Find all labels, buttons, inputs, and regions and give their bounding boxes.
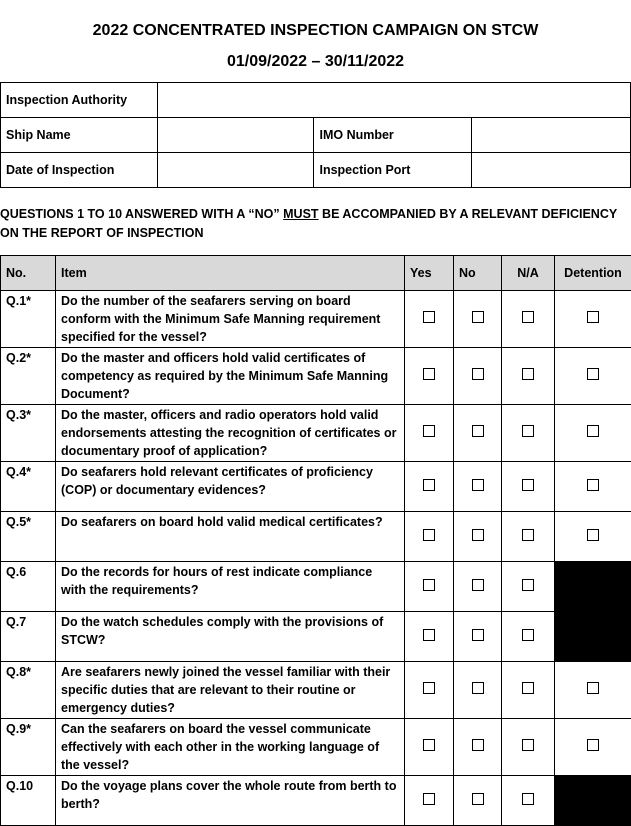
question-number: Q.5*: [1, 512, 56, 562]
no-checkbox[interactable]: [472, 368, 484, 380]
inspection-authority-field[interactable]: [157, 83, 630, 118]
question-row: [1, 662, 631, 719]
question-row: [1, 562, 631, 612]
detention-checkbox[interactable]: [587, 479, 599, 491]
question-number: Q.10: [1, 776, 56, 826]
na-cell: [502, 512, 555, 562]
question-text: Do the records for hours of rest indicate compliance with the requirements?: [56, 562, 405, 612]
na-cell: [502, 291, 555, 348]
question-number: Q.7: [1, 612, 56, 662]
na-cell: [502, 612, 555, 662]
question-text: Do the voyage plans cover the whole route from berth to berth?: [56, 776, 405, 826]
column-header-yes: Yes: [405, 256, 454, 291]
na-cell: [502, 719, 555, 776]
detention-cell: [555, 462, 631, 512]
no-cell: [454, 776, 502, 826]
na-checkbox[interactable]: [522, 368, 534, 380]
yes-cell: [405, 348, 454, 405]
no-cell: [454, 512, 502, 562]
question-text: Can the seafarers on board the vessel communicate effectively with each other in the working language of the vessel?: [56, 719, 405, 776]
question-number: Q.6: [1, 562, 56, 612]
detention-checkbox[interactable]: [587, 368, 599, 380]
yes-cell: [405, 562, 454, 612]
na-checkbox[interactable]: [522, 425, 534, 437]
inspection-port-field[interactable]: [472, 153, 631, 188]
column-header-item: Item: [56, 256, 405, 291]
question-text: Are seafarers newly joined the vessel familiar with their specific duties that are relevant to their routine or emergency duties?: [56, 662, 405, 719]
na-checkbox[interactable]: [522, 629, 534, 641]
note-text-1: QUESTIONS 1 TO 10 ANSWERED WITH A “NO”: [0, 207, 283, 221]
no-checkbox[interactable]: [472, 311, 484, 323]
no-checkbox[interactable]: [472, 529, 484, 541]
no-checkbox[interactable]: [472, 579, 484, 591]
note-text-2: BE ACCOMPANIED BY A RELEVANT DEFICIENCY ON THE REPORT OF INSPECTION: [0, 207, 617, 240]
detention-checkbox[interactable]: [587, 739, 599, 751]
yes-checkbox[interactable]: [423, 682, 435, 694]
na-checkbox[interactable]: [522, 682, 534, 694]
no-checkbox[interactable]: [472, 793, 484, 805]
yes-checkbox[interactable]: [423, 529, 435, 541]
yes-cell: [405, 462, 454, 512]
no-cell: [454, 348, 502, 405]
question-number: Q.2*: [1, 348, 56, 405]
na-checkbox[interactable]: [522, 793, 534, 805]
yes-checkbox[interactable]: [423, 739, 435, 751]
question-text: Do seafarers hold relevant certificates of proficiency (COP) or documentary evidences?: [56, 462, 405, 512]
detention-blocked-cell: [555, 562, 631, 612]
detention-blocked-cell: [555, 776, 631, 826]
yes-cell: [405, 719, 454, 776]
yes-cell: [405, 291, 454, 348]
yes-checkbox[interactable]: [423, 793, 435, 805]
question-row: [1, 512, 631, 562]
question-row: [1, 719, 631, 776]
na-checkbox[interactable]: [522, 579, 534, 591]
question-row: [1, 462, 631, 512]
document-title: 2022 CONCENTRATED INSPECTION CAMPAIGN ON STCW: [0, 22, 631, 40]
date-of-inspection-label: Date of Inspection: [1, 153, 158, 188]
detention-cell: [555, 719, 631, 776]
question-text: Do the master, officers and radio operators hold valid endorsements attesting the recognition of certificates or documentary proof of application?: [56, 405, 405, 462]
imo-number-label: IMO Number: [314, 118, 472, 153]
detention-checkbox[interactable]: [587, 682, 599, 694]
yes-cell: [405, 776, 454, 826]
campaign-period: 01/09/2022 – 30/11/2022: [0, 53, 631, 71]
no-cell: [454, 719, 502, 776]
detention-cell: [555, 512, 631, 562]
date-of-inspection-field[interactable]: [157, 153, 314, 188]
na-checkbox[interactable]: [522, 529, 534, 541]
inspection-port-label: Inspection Port: [314, 153, 472, 188]
na-cell: [502, 776, 555, 826]
no-cell: [454, 462, 502, 512]
question-row: [1, 291, 631, 348]
note-must: MUST: [283, 207, 318, 221]
detention-cell: [555, 291, 631, 348]
na-cell: [502, 348, 555, 405]
question-row: [1, 405, 631, 462]
na-checkbox[interactable]: [522, 739, 534, 751]
no-checkbox[interactable]: [472, 629, 484, 641]
na-checkbox[interactable]: [522, 311, 534, 323]
column-header-no: No.: [1, 256, 56, 291]
imo-number-field[interactable]: [472, 118, 631, 153]
inspection-authority-label: Inspection Authority: [1, 83, 158, 118]
detention-cell: [555, 662, 631, 719]
na-cell: [502, 462, 555, 512]
yes-checkbox[interactable]: [423, 629, 435, 641]
detention-cell: [555, 405, 631, 462]
question-text: Do the watch schedules comply with the provisions of STCW?: [56, 612, 405, 662]
column-header-na: N/A: [502, 256, 555, 291]
yes-cell: [405, 612, 454, 662]
na-cell: [502, 405, 555, 462]
no-cell: [454, 612, 502, 662]
ship-name-label: Ship Name: [1, 118, 158, 153]
no-checkbox[interactable]: [472, 479, 484, 491]
detention-blocked-cell: [555, 612, 631, 662]
instruction-note: [0, 205, 631, 243]
yes-checkbox[interactable]: [423, 579, 435, 591]
no-checkbox[interactable]: [472, 739, 484, 751]
no-cell: [454, 562, 502, 612]
yes-checkbox[interactable]: [423, 311, 435, 323]
yes-cell: [405, 662, 454, 719]
ship-info-table: [0, 82, 631, 188]
yes-cell: [405, 512, 454, 562]
question-number: Q.8*: [1, 662, 56, 719]
no-cell: [454, 662, 502, 719]
column-header-detention: Detention: [555, 256, 631, 291]
yes-checkbox[interactable]: [423, 425, 435, 437]
detention-cell: [555, 348, 631, 405]
detention-checkbox[interactable]: [587, 425, 599, 437]
ship-name-field[interactable]: [157, 118, 314, 153]
na-cell: [502, 562, 555, 612]
question-number: Q.3*: [1, 405, 56, 462]
question-row: [1, 612, 631, 662]
yes-checkbox[interactable]: [423, 479, 435, 491]
no-checkbox[interactable]: [472, 682, 484, 694]
detention-checkbox[interactable]: [587, 529, 599, 541]
na-checkbox[interactable]: [522, 479, 534, 491]
question-row: [1, 348, 631, 405]
column-header-no-answer: No: [454, 256, 502, 291]
question-number: Q.4*: [1, 462, 56, 512]
no-cell: [454, 405, 502, 462]
no-checkbox[interactable]: [472, 425, 484, 437]
yes-checkbox[interactable]: [423, 368, 435, 380]
questions-table: [0, 255, 631, 826]
question-text: Do the number of the seafarers serving on board conform with the Minimum Safe Manning requirement specified for the vessel?: [56, 291, 405, 348]
question-text: Do seafarers on board hold valid medical certificates?: [56, 512, 405, 562]
no-cell: [454, 291, 502, 348]
question-row: [1, 776, 631, 826]
yes-cell: [405, 405, 454, 462]
question-number: Q.9*: [1, 719, 56, 776]
question-number: Q.1*: [1, 291, 56, 348]
detention-checkbox[interactable]: [587, 311, 599, 323]
question-text: Do the master and officers hold valid certificates of competency as required by the Minimum Safe Manning Document?: [56, 348, 405, 405]
na-cell: [502, 662, 555, 719]
